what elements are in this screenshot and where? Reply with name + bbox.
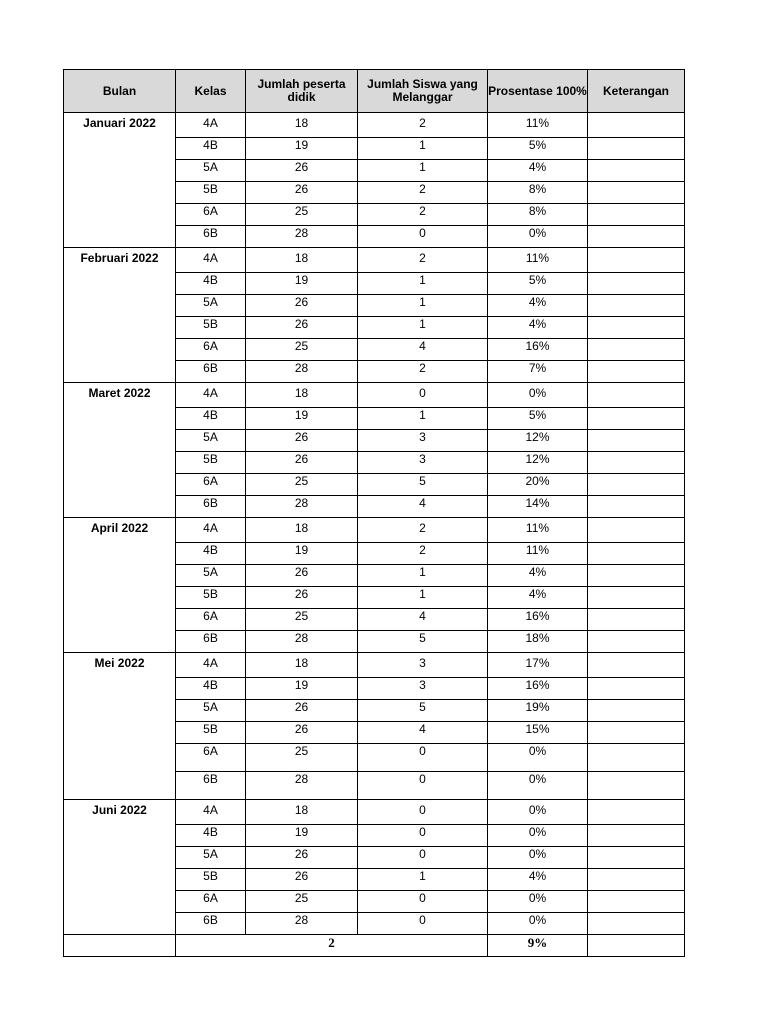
keterangan-cell xyxy=(588,383,685,408)
peserta-cell: 26 xyxy=(246,182,358,204)
prosentase-cell: 0% xyxy=(488,825,588,847)
peserta-cell: 25 xyxy=(246,609,358,631)
kelas-cell: 4B xyxy=(176,678,246,700)
peserta-cell: 19 xyxy=(246,825,358,847)
peserta-cell: 19 xyxy=(246,543,358,565)
kelas-cell: 4B xyxy=(176,825,246,847)
keterangan-cell xyxy=(588,273,685,295)
kelas-cell: 4B xyxy=(176,138,246,160)
keterangan-cell xyxy=(588,496,685,518)
kelas-cell: 5B xyxy=(176,869,246,891)
melanggar-cell: 3 xyxy=(358,452,488,474)
prosentase-cell: 12% xyxy=(488,430,588,452)
kelas-cell: 5A xyxy=(176,565,246,587)
prosentase-cell: 20% xyxy=(488,474,588,496)
melanggar-cell: 5 xyxy=(358,474,488,496)
kelas-cell: 4B xyxy=(176,273,246,295)
peserta-cell: 25 xyxy=(246,204,358,226)
kelas-cell: 5A xyxy=(176,700,246,722)
prosentase-cell: 5% xyxy=(488,273,588,295)
kelas-cell: 5A xyxy=(176,847,246,869)
prosentase-cell: 4% xyxy=(488,587,588,609)
month-label: Mei 2022 xyxy=(64,653,176,800)
prosentase-cell: 4% xyxy=(488,317,588,339)
kelas-cell: 4A xyxy=(176,800,246,825)
melanggar-cell: 1 xyxy=(358,295,488,317)
keterangan-cell xyxy=(588,678,685,700)
prosentase-cell: 0% xyxy=(488,772,588,800)
kelas-cell: 4B xyxy=(176,408,246,430)
prosentase-cell: 0% xyxy=(488,847,588,869)
melanggar-cell: 1 xyxy=(358,869,488,891)
prosentase-cell: 4% xyxy=(488,869,588,891)
prosentase-cell: 11% xyxy=(488,518,588,543)
prosentase-cell: 16% xyxy=(488,678,588,700)
header-keterangan: Keterangan xyxy=(588,70,685,113)
melanggar-cell: 2 xyxy=(358,543,488,565)
keterangan-cell xyxy=(588,452,685,474)
kelas-cell: 6A xyxy=(176,339,246,361)
melanggar-cell: 2 xyxy=(358,518,488,543)
kelas-cell: 5B xyxy=(176,317,246,339)
peserta-cell: 26 xyxy=(246,700,358,722)
keterangan-cell xyxy=(588,587,685,609)
kelas-cell: 6A xyxy=(176,609,246,631)
prosentase-cell: 4% xyxy=(488,295,588,317)
keterangan-cell xyxy=(588,565,685,587)
keterangan-cell xyxy=(588,543,685,565)
table-row xyxy=(64,518,685,543)
keterangan-cell xyxy=(588,160,685,182)
melanggar-cell: 0 xyxy=(358,800,488,825)
kelas-cell: 6A xyxy=(176,744,246,772)
kelas-cell: 6B xyxy=(176,361,246,383)
table-row xyxy=(64,248,685,273)
prosentase-cell: 0% xyxy=(488,891,588,913)
keterangan-cell xyxy=(588,182,685,204)
keterangan-cell xyxy=(588,226,685,248)
table-row xyxy=(64,113,685,138)
melanggar-cell: 1 xyxy=(358,408,488,430)
kelas-cell: 4B xyxy=(176,543,246,565)
melanggar-cell: 3 xyxy=(358,430,488,452)
peserta-cell: 19 xyxy=(246,678,358,700)
melanggar-cell: 2 xyxy=(358,113,488,138)
total-row xyxy=(64,935,685,957)
keterangan-cell xyxy=(588,800,685,825)
keterangan-cell xyxy=(588,891,685,913)
keterangan-cell xyxy=(588,869,685,891)
peserta-cell: 25 xyxy=(246,339,358,361)
keterangan-cell xyxy=(588,113,685,138)
violation-report-table xyxy=(63,69,685,957)
peserta-cell: 18 xyxy=(246,113,358,138)
melanggar-cell: 0 xyxy=(358,744,488,772)
kelas-cell: 5B xyxy=(176,182,246,204)
prosentase-cell: 5% xyxy=(488,138,588,160)
keterangan-cell xyxy=(588,913,685,935)
prosentase-cell: 4% xyxy=(488,565,588,587)
kelas-cell: 4A xyxy=(176,653,246,678)
prosentase-cell: 4% xyxy=(488,160,588,182)
prosentase-cell: 19% xyxy=(488,700,588,722)
prosentase-cell: 11% xyxy=(488,543,588,565)
melanggar-cell: 5 xyxy=(358,631,488,653)
header-kelas: Kelas xyxy=(176,70,246,113)
keterangan-cell xyxy=(588,317,685,339)
prosentase-cell: 0% xyxy=(488,913,588,935)
prosentase-cell: 0% xyxy=(488,800,588,825)
keterangan-cell xyxy=(588,631,685,653)
kelas-cell: 5B xyxy=(176,452,246,474)
kelas-cell: 6A xyxy=(176,204,246,226)
header-prosentase: Prosentase 100% xyxy=(488,70,588,113)
peserta-cell: 18 xyxy=(246,653,358,678)
peserta-cell: 19 xyxy=(246,273,358,295)
keterangan-cell xyxy=(588,138,685,160)
table-body xyxy=(64,113,685,957)
month-label: Januari 2022 xyxy=(64,113,176,248)
peserta-cell: 18 xyxy=(246,518,358,543)
month-label: Juni 2022 xyxy=(64,800,176,935)
header-row xyxy=(64,70,685,113)
keterangan-cell xyxy=(588,609,685,631)
kelas-cell: 4A xyxy=(176,383,246,408)
prosentase-cell: 18% xyxy=(488,631,588,653)
peserta-cell: 26 xyxy=(246,722,358,744)
total-melanggar: 2 xyxy=(176,935,488,957)
keterangan-cell xyxy=(588,847,685,869)
prosentase-cell: 0% xyxy=(488,744,588,772)
kelas-cell: 5B xyxy=(176,587,246,609)
kelas-cell: 6B xyxy=(176,496,246,518)
prosentase-cell: 11% xyxy=(488,113,588,138)
kelas-cell: 6B xyxy=(176,226,246,248)
melanggar-cell: 2 xyxy=(358,361,488,383)
melanggar-cell: 0 xyxy=(358,913,488,935)
melanggar-cell: 5 xyxy=(358,700,488,722)
prosentase-cell: 8% xyxy=(488,204,588,226)
prosentase-cell: 16% xyxy=(488,609,588,631)
prosentase-cell: 15% xyxy=(488,722,588,744)
total-label xyxy=(64,935,176,957)
melanggar-cell: 0 xyxy=(358,226,488,248)
prosentase-cell: 7% xyxy=(488,361,588,383)
peserta-cell: 26 xyxy=(246,160,358,182)
peserta-cell: 26 xyxy=(246,869,358,891)
keterangan-cell xyxy=(588,518,685,543)
table-row xyxy=(64,653,685,678)
month-label: Februari 2022 xyxy=(64,248,176,383)
peserta-cell: 26 xyxy=(246,317,358,339)
peserta-cell: 28 xyxy=(246,913,358,935)
prosentase-cell: 14% xyxy=(488,496,588,518)
table-header xyxy=(64,70,685,113)
header-jumlah-peserta: Jumlah peserta didik xyxy=(246,70,358,113)
table-row xyxy=(64,383,685,408)
keterangan-cell xyxy=(588,430,685,452)
melanggar-cell: 0 xyxy=(358,847,488,869)
kelas-cell: 4A xyxy=(176,113,246,138)
peserta-cell: 18 xyxy=(246,383,358,408)
melanggar-cell: 1 xyxy=(358,587,488,609)
peserta-cell: 25 xyxy=(246,744,358,772)
kelas-cell: 5A xyxy=(176,430,246,452)
prosentase-cell: 0% xyxy=(488,226,588,248)
header-jumlah-melanggar: Jumlah Siswa yang Melanggar xyxy=(358,70,488,113)
keterangan-cell xyxy=(588,744,685,772)
kelas-cell: 6B xyxy=(176,772,246,800)
peserta-cell: 26 xyxy=(246,587,358,609)
melanggar-cell: 2 xyxy=(358,248,488,273)
peserta-cell: 19 xyxy=(246,408,358,430)
melanggar-cell: 1 xyxy=(358,160,488,182)
melanggar-cell: 1 xyxy=(358,565,488,587)
melanggar-cell: 0 xyxy=(358,891,488,913)
month-label: Maret 2022 xyxy=(64,383,176,518)
melanggar-cell: 3 xyxy=(358,653,488,678)
kelas-cell: 4A xyxy=(176,248,246,273)
keterangan-cell xyxy=(588,474,685,496)
melanggar-cell: 4 xyxy=(358,339,488,361)
keterangan-cell xyxy=(588,825,685,847)
melanggar-cell: 4 xyxy=(358,609,488,631)
melanggar-cell: 2 xyxy=(358,182,488,204)
melanggar-cell: 1 xyxy=(358,273,488,295)
peserta-cell: 26 xyxy=(246,430,358,452)
kelas-cell: 5B xyxy=(176,722,246,744)
prosentase-cell: 11% xyxy=(488,248,588,273)
peserta-cell: 28 xyxy=(246,772,358,800)
peserta-cell: 26 xyxy=(246,295,358,317)
prosentase-cell: 12% xyxy=(488,452,588,474)
melanggar-cell: 2 xyxy=(358,204,488,226)
keterangan-cell xyxy=(588,653,685,678)
peserta-cell: 19 xyxy=(246,138,358,160)
prosentase-cell: 0% xyxy=(488,383,588,408)
total-prosentase: 9% xyxy=(488,935,588,957)
kelas-cell: 5A xyxy=(176,295,246,317)
melanggar-cell: 0 xyxy=(358,383,488,408)
peserta-cell: 28 xyxy=(246,631,358,653)
peserta-cell: 28 xyxy=(246,361,358,383)
peserta-cell: 28 xyxy=(246,226,358,248)
melanggar-cell: 0 xyxy=(358,825,488,847)
month-label: April 2022 xyxy=(64,518,176,653)
peserta-cell: 26 xyxy=(246,847,358,869)
kelas-cell: 6A xyxy=(176,474,246,496)
peserta-cell: 28 xyxy=(246,496,358,518)
melanggar-cell: 4 xyxy=(358,496,488,518)
keterangan-cell xyxy=(588,295,685,317)
prosentase-cell: 8% xyxy=(488,182,588,204)
header-bulan: Bulan xyxy=(64,70,176,113)
peserta-cell: 25 xyxy=(246,474,358,496)
peserta-cell: 18 xyxy=(246,248,358,273)
keterangan-cell xyxy=(588,204,685,226)
prosentase-cell: 17% xyxy=(488,653,588,678)
peserta-cell: 26 xyxy=(246,565,358,587)
peserta-cell: 26 xyxy=(246,452,358,474)
keterangan-cell xyxy=(588,339,685,361)
kelas-cell: 6B xyxy=(176,631,246,653)
prosentase-cell: 5% xyxy=(488,408,588,430)
prosentase-cell: 16% xyxy=(488,339,588,361)
keterangan-cell xyxy=(588,700,685,722)
keterangan-cell xyxy=(588,408,685,430)
melanggar-cell: 1 xyxy=(358,317,488,339)
keterangan-cell xyxy=(588,361,685,383)
keterangan-cell xyxy=(588,772,685,800)
kelas-cell: 6A xyxy=(176,891,246,913)
melanggar-cell: 0 xyxy=(358,772,488,800)
melanggar-cell: 3 xyxy=(358,678,488,700)
peserta-cell: 18 xyxy=(246,800,358,825)
kelas-cell: 5A xyxy=(176,160,246,182)
melanggar-cell: 4 xyxy=(358,722,488,744)
total-keterangan xyxy=(588,935,685,957)
kelas-cell: 4A xyxy=(176,518,246,543)
keterangan-cell xyxy=(588,722,685,744)
table-row xyxy=(64,800,685,825)
peserta-cell: 25 xyxy=(246,891,358,913)
kelas-cell: 6B xyxy=(176,913,246,935)
melanggar-cell: 1 xyxy=(358,138,488,160)
keterangan-cell xyxy=(588,248,685,273)
